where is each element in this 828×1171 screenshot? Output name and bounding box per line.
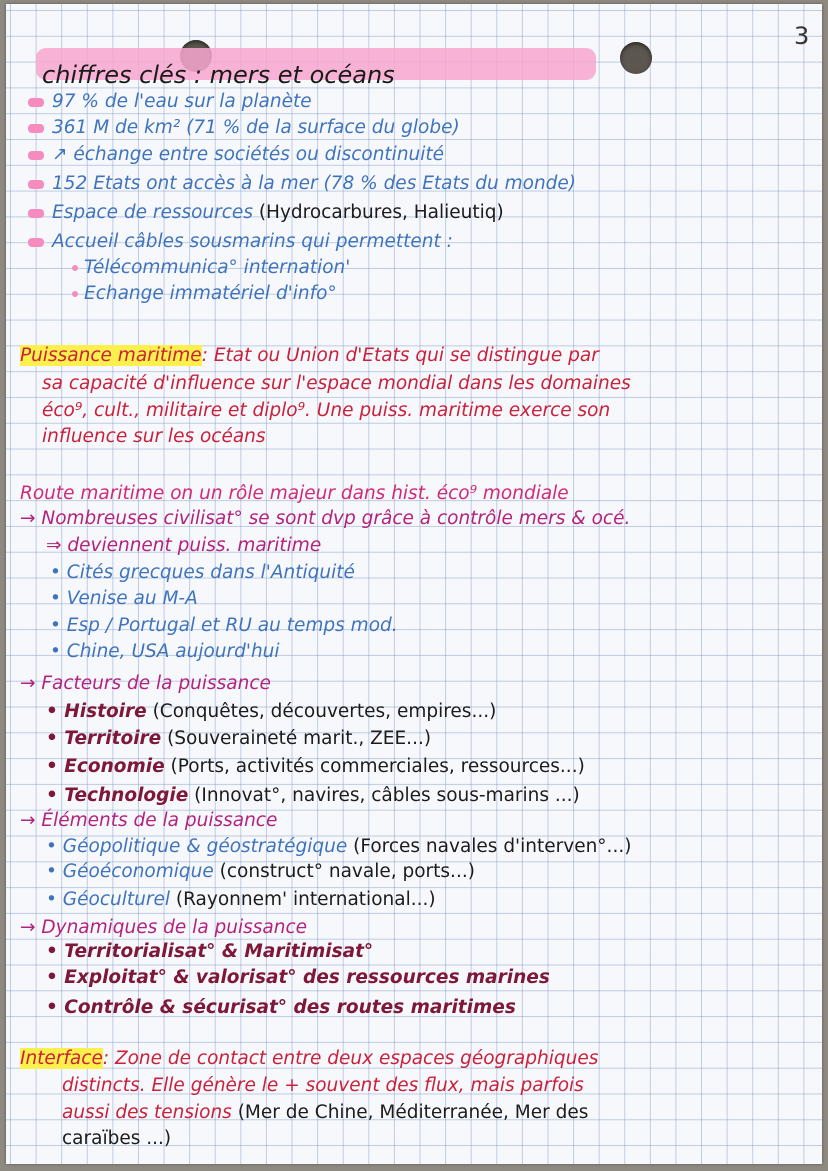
page-number: 3 (794, 22, 810, 50)
item-detail: (Hydrocarbures, Halieutiq) (258, 202, 504, 223)
list-item: • Cités grecques dans l'Antiquité (50, 562, 355, 583)
definition-text: éco⁹, cult., militaire et diplo⁹. Une puiss. maritime exerce son (42, 400, 611, 421)
section-heading: → Éléments de la puissance (20, 810, 278, 831)
definition-text: aussi des tensions (62, 1102, 232, 1123)
note-line: → Nombreuses civilisat° se sont dvp grâce à contrôle mers & océ. (20, 508, 631, 529)
list-item (28, 90, 312, 114)
item-name: • Histoire (46, 701, 147, 722)
highlighter-bullet-icon (28, 238, 44, 247)
highlighter-bullet-icon (28, 209, 44, 218)
definition-text: distincts. Elle génère le + souvent des flux, mais parfois (62, 1075, 584, 1096)
list-item: • Esp / Portugal et RU au temps mod. (50, 615, 398, 636)
highlighted-term: Interface (20, 1048, 103, 1069)
list-item: • Contrôle & sécurisat° des routes maritimes (46, 997, 516, 1018)
list-item (46, 727, 431, 751)
item-detail: (Rayonnem' international...) (175, 889, 436, 910)
list-item (28, 201, 504, 225)
list-item (46, 860, 475, 884)
definition-text: : Zone de contact entre deux espaces géographiques (102, 1048, 599, 1069)
section-heading: Route maritime on un rôle majeur dans hist. éco⁹ mondiale (20, 483, 569, 504)
item-detail: (Conquêtes, découvertes, empires...) (152, 701, 497, 722)
highlighter-bullet-icon (28, 98, 44, 107)
item-text: Accueil câbles sousmarins qui permettent : (52, 231, 453, 252)
note-line: ⇒ deviennent puiss. maritime (46, 535, 322, 556)
list-item (28, 143, 444, 167)
item-detail: (Ports, activités commerciales, ressources...) (170, 756, 585, 777)
definition-interface (20, 1047, 598, 1071)
highlighter-bullet-icon (28, 151, 44, 160)
list-item (28, 116, 460, 140)
list-item (46, 888, 436, 912)
item-text: 97 % de l'eau sur la planète (52, 91, 312, 112)
item-detail: (construct° navale, ports...) (219, 861, 475, 882)
item-name: • Economie (46, 756, 165, 777)
sub-list-item (72, 256, 350, 280)
sub-list-item (72, 282, 337, 306)
item-name: • Territoire (46, 728, 162, 749)
examples-text: caraïbes ...) (62, 1128, 172, 1149)
list-item (46, 700, 496, 724)
definition-text: sa capacité d'influence sur l'espace mondial dans les domaines (42, 373, 631, 394)
punch-hole (620, 42, 652, 74)
highlighter-bullet-icon (28, 124, 44, 133)
list-item: • Exploitat° & valorisat° des ressources marines (46, 967, 550, 988)
list-item (46, 755, 585, 779)
bullet-icon (72, 291, 78, 297)
section-heading: → Facteurs de la puissance (20, 673, 271, 694)
item-detail: (Innovat°, navires, câbles sous-marins ...) (194, 785, 580, 806)
page-title: chiffres clés : mers et océans (42, 61, 395, 89)
definition-puissance (20, 344, 599, 368)
item-detail: (Souveraineté marit., ZEE...) (167, 728, 432, 749)
item-text: Télécommunica° internation' (84, 257, 351, 278)
item-name: • Technologie (46, 785, 189, 806)
definition-text: influence sur les océans (42, 426, 266, 447)
item-text: Espace de ressources (52, 202, 253, 223)
item-name: • Géopolitique & géostratégique (46, 836, 348, 857)
definition-text (62, 1101, 588, 1125)
list-item (28, 230, 453, 254)
item-name: • Géoéconomique (46, 861, 214, 882)
section-heading: → Dynamiques de la puissance (20, 917, 308, 938)
bullet-icon (72, 265, 78, 271)
item-text: 361 M de km² (71 % de la surface du globe) (52, 117, 460, 138)
item-name: • Géoculturel (46, 889, 170, 910)
item-text: ↗ échange entre sociétés ou discontinuité (52, 144, 445, 165)
list-item (28, 172, 576, 196)
list-item (46, 784, 580, 808)
highlighter-bullet-icon (28, 180, 44, 189)
item-detail: (Forces navales d'interven°...) (353, 836, 632, 857)
list-item (46, 835, 631, 859)
list-item: • Chine, USA aujourd'hui (50, 641, 280, 662)
examples-text: (Mer de Chine, Méditerranée, Mer des (237, 1102, 589, 1123)
definition-text: : Etat ou Union d'Etats qui se distingue par (201, 345, 599, 366)
item-text: 152 Etats ont accès à la mer (78 % des Etats du monde) (52, 173, 577, 194)
list-item: • Venise au M-A (50, 588, 198, 609)
item-text: Echange immatériel d'info° (84, 283, 337, 304)
list-item: • Territorialisat° & Maritimisat° (46, 941, 374, 962)
highlighted-term: Puissance maritime (20, 345, 202, 366)
grid-paper-page (6, 4, 822, 1164)
